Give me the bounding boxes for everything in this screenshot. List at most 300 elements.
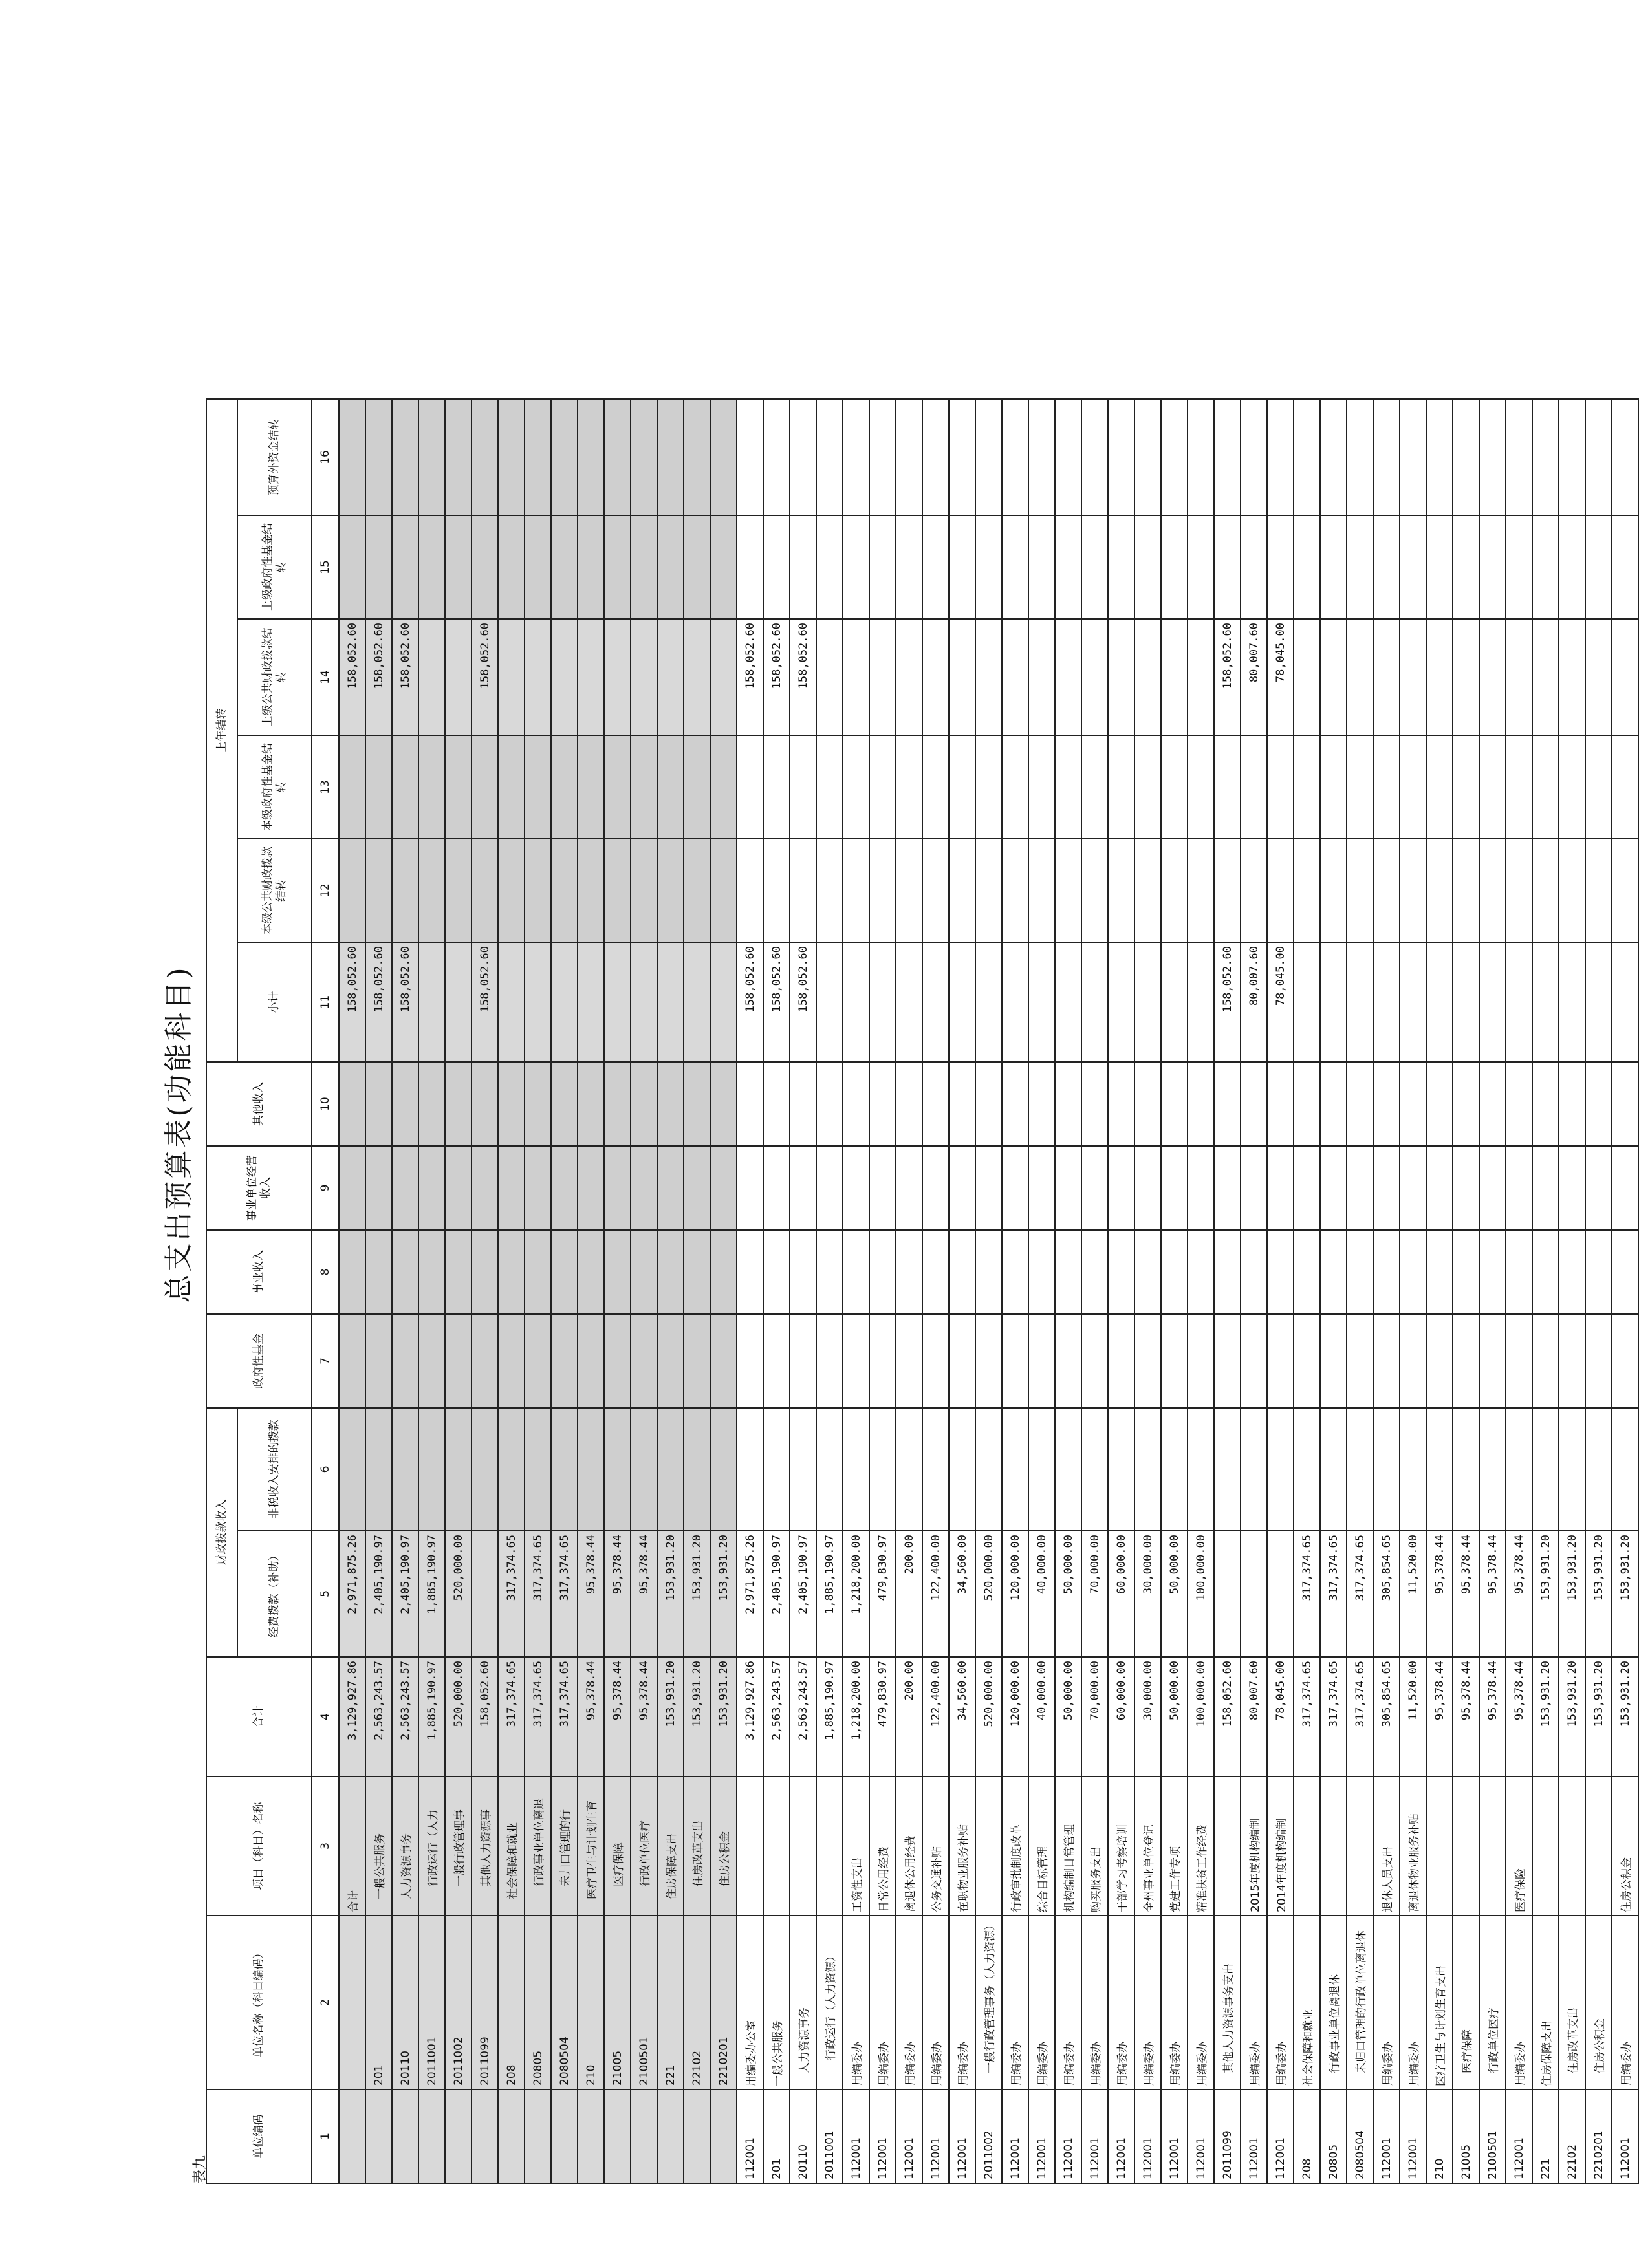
cell-carry-own-fund [922,735,949,839]
cell-carry-upper-fiscal [922,619,949,735]
cell-carry-upper-fund [1453,515,1479,619]
cell-operating-income [1347,1146,1373,1230]
cell-carry-own-fiscal [684,839,710,942]
cell-unit-code: 112001 [1028,2090,1055,2183]
cell-total: 1,885,190.97 [816,1657,843,1777]
cell-fiscal-grant [1241,1531,1267,1657]
cell-fiscal-grant: 122,400.00 [922,1531,949,1657]
cell-carry-own-fiscal [949,839,975,942]
cell-fiscal-grant: 50,000.00 [1161,1531,1188,1657]
cell-unit-code: 2100501 [1479,2090,1506,2183]
cell-carry-own-fiscal [1055,839,1081,942]
cell-other-income [1081,1062,1108,1146]
cell-non-tax [1134,1408,1161,1531]
cell-carry-own-fiscal [1559,839,1585,942]
cell-total: 40,000.00 [1028,1657,1055,1777]
header-carry-upper-fiscal: 上级公共财政拨款结转 [237,619,312,735]
cell-item-name: 党建工作专项 [1161,1777,1188,1916]
cell-other-income [1453,1062,1479,1146]
cell-carry-upper-fund [1002,515,1028,619]
cell-fund [1426,1314,1453,1408]
cell-carry-own-fund [1188,735,1214,839]
cell-fund [1532,1314,1559,1408]
cell-carry-subtotal: 158,052.60 [339,942,365,1062]
cell-fiscal-grant: 305,854.65 [1373,1531,1400,1657]
cell-carry-subtotal [1373,942,1400,1062]
cell-carry-outside [445,399,472,515]
cell-fiscal-grant: 153,931.20 [710,1531,737,1657]
cell-fiscal-grant: 153,931.20 [684,1531,710,1657]
cell-carry-subtotal [1108,942,1134,1062]
table-row [1241,399,1267,2183]
table-row [949,399,975,2183]
cell-item-name [1214,1777,1241,1916]
cell-business-income [949,1230,975,1314]
cell-business-income [1108,1230,1134,1314]
cell-carry-own-fund [1108,735,1134,839]
cell-fund [392,1314,418,1408]
cell-unit-code: 20110 [790,2090,816,2183]
cell-carry-subtotal: 158,052.60 [737,942,763,1062]
cell-carry-subtotal [949,942,975,1062]
cell-business-income [1214,1230,1241,1314]
cell-item-name: 行政审批制度改革 [1002,1777,1028,1916]
cell-other-income [578,1062,604,1146]
cell-unit-code [578,2090,604,2183]
cell-business-income [710,1230,737,1314]
cell-business-income [657,1230,684,1314]
cell-carry-upper-fiscal [445,619,472,735]
header-carry-upper-fund: 上级政府性基金结转 [237,515,312,619]
cell-unit-name: 医疗卫生与计划生育支出 [1426,1916,1453,2090]
cell-item-name [1532,1777,1559,1916]
cell-total: 50,000.00 [1161,1657,1188,1777]
cell-other-income [763,1062,790,1146]
cell-non-tax [843,1408,869,1531]
cell-unit-name: 一般行政管理事务（人力资源） [975,1916,1002,2090]
cell-carry-own-fiscal [1400,839,1426,942]
table-row [790,399,816,2183]
cell-carry-upper-fiscal [1347,619,1373,735]
table-row [365,399,392,2183]
cell-other-income [1214,1062,1241,1146]
cell-carry-own-fiscal [1241,839,1267,942]
cell-unit-code: 112001 [949,2090,975,2183]
cell-unit-name: 未归口管理的行政单位离退休 [1347,1916,1373,2090]
table-row [1002,399,1028,2183]
cell-item-name [1453,1777,1479,1916]
cell-fiscal-grant: 60,000.00 [1108,1531,1134,1657]
cell-unit-code [418,2090,445,2183]
cell-unit-code [339,2090,365,2183]
cell-total: 100,000.00 [1188,1657,1214,1777]
cell-total: 153,931.20 [657,1657,684,1777]
cell-other-income [1506,1062,1532,1146]
cell-unit-code: 112001 [1612,2090,1638,2183]
cell-business-income [763,1230,790,1314]
header-fiscal-group: 财政拨款收入 [206,1408,237,1657]
cell-unit-code: 221 [1532,2090,1559,2183]
cell-fund [339,1314,365,1408]
cell-other-income [922,1062,949,1146]
cell-item-name: 精准扶贫工作经费 [1188,1777,1214,1916]
cell-operating-income [1161,1146,1188,1230]
cell-unit-name: 用编委办 [1612,1916,1638,2090]
cell-unit-code [365,2090,392,2183]
cell-other-income [1612,1062,1638,1146]
cell-item-name: 工资性支出 [843,1777,869,1916]
cell-carry-own-fund [1002,735,1028,839]
cell-business-income [843,1230,869,1314]
cell-other-income [684,1062,710,1146]
cell-business-income [922,1230,949,1314]
cell-unit-name: 用编委办 [1241,1916,1267,2090]
cell-total: 3,129,927.86 [737,1657,763,1777]
cell-carry-subtotal: 158,052.60 [365,942,392,1062]
cell-carry-outside [1055,399,1081,515]
table-row [1108,399,1134,2183]
cell-carry-own-fund [631,735,657,839]
cell-carry-upper-fund [1532,515,1559,619]
cell-unit-code: 112001 [1081,2090,1108,2183]
cell-non-tax [737,1408,763,1531]
cell-total: 50,000.00 [1055,1657,1081,1777]
cell-non-tax [949,1408,975,1531]
table-row [737,399,763,2183]
cell-fund [975,1314,1002,1408]
cell-item-name [1559,1777,1585,1916]
cell-fiscal-grant: 100,000.00 [1188,1531,1214,1657]
cell-business-income [525,1230,551,1314]
cell-carry-upper-fiscal: 158,052.60 [365,619,392,735]
cell-carry-own-fund [816,735,843,839]
cell-operating-income [392,1146,418,1230]
cell-unit-name: 住房改革支出 [1559,1916,1585,2090]
cell-carry-upper-fiscal [1506,619,1532,735]
cell-fiscal-grant: 317,374.65 [551,1531,578,1657]
cell-item-name [1320,1777,1347,1916]
cell-carry-upper-fund [1081,515,1108,619]
cell-fund [1241,1314,1267,1408]
cell-carry-outside [737,399,763,515]
cell-carry-own-fund [949,735,975,839]
cell-carry-outside [1267,399,1294,515]
cell-operating-income [1373,1146,1400,1230]
cell-business-income [1188,1230,1214,1314]
cell-total: 479,830.97 [869,1657,896,1777]
cell-business-income [1426,1230,1453,1314]
cell-unit-name: 用编委办 [922,1916,949,2090]
cell-carry-own-fund [1479,735,1506,839]
header-carry-own-fiscal: 本级公共财政拨款结转 [237,839,312,942]
column-number: 13 [312,735,339,839]
column-number: 1 [312,2090,339,2183]
table-row [1267,399,1294,2183]
cell-carry-own-fund [896,735,922,839]
cell-carry-own-fiscal [1612,839,1638,942]
cell-operating-income [418,1146,445,1230]
cell-non-tax [869,1408,896,1531]
cell-operating-income [525,1146,551,1230]
cell-business-income [869,1230,896,1314]
cell-fiscal-grant: 30,000.00 [1134,1531,1161,1657]
cell-carry-own-fund [418,735,445,839]
cell-total: 153,931.20 [710,1657,737,1777]
cell-fund [604,1314,631,1408]
cell-operating-income [1532,1146,1559,1230]
cell-total: 2,563,243.57 [392,1657,418,1777]
table-row [392,399,418,2183]
cell-carry-own-fiscal [843,839,869,942]
cell-unit-name: 2100501 [631,1916,657,2090]
cell-operating-income [684,1146,710,1230]
table-row [1559,399,1585,2183]
cell-operating-income [365,1146,392,1230]
cell-other-income [392,1062,418,1146]
cell-carry-own-fund [1134,735,1161,839]
cell-non-tax [1506,1408,1532,1531]
cell-carry-own-fund [1506,735,1532,839]
column-number: 12 [312,839,339,942]
cell-other-income [1559,1062,1585,1146]
cell-carry-own-fund [657,735,684,839]
cell-non-tax [1267,1408,1294,1531]
cell-other-income [551,1062,578,1146]
cell-operating-income [498,1146,525,1230]
table-row [1506,399,1532,2183]
cell-carry-outside [1479,399,1506,515]
cell-other-income [418,1062,445,1146]
cell-fund [1612,1314,1638,1408]
cell-unit-code: 208 [1294,2090,1320,2183]
cell-item-name: 2015年度机构编制 [1241,1777,1267,1916]
cell-carry-own-fund [975,735,1002,839]
cell-carry-subtotal [1426,942,1453,1062]
cell-fund [525,1314,551,1408]
cell-carry-own-fund [1294,735,1320,839]
cell-carry-own-fund [1320,735,1347,839]
table-row [1214,399,1241,2183]
cell-carry-outside [1028,399,1055,515]
cell-non-tax [975,1408,1002,1531]
cell-business-income [1267,1230,1294,1314]
cell-item-name: 一般公共服务 [365,1777,392,1916]
cell-carry-own-fund [763,735,790,839]
cell-carry-upper-fiscal [710,619,737,735]
table-row [1081,399,1108,2183]
table-row [1400,399,1426,2183]
table-row [1055,399,1081,2183]
cell-other-income [1426,1062,1453,1146]
cell-carry-own-fiscal [1161,839,1188,942]
cell-carry-upper-fiscal [1081,619,1108,735]
cell-carry-own-fund [1532,735,1559,839]
cell-carry-own-fiscal [1081,839,1108,942]
cell-carry-outside [392,399,418,515]
cell-operating-income [1267,1146,1294,1230]
cell-operating-income [869,1146,896,1230]
cell-other-income [790,1062,816,1146]
cell-total: 95,378.44 [604,1657,631,1777]
cell-other-income [1028,1062,1055,1146]
cell-fund [578,1314,604,1408]
header-carry-own-fund: 本级政府性基金结转 [237,735,312,839]
cell-carry-upper-fiscal [896,619,922,735]
cell-carry-upper-fiscal [578,619,604,735]
cell-carry-subtotal [1055,942,1081,1062]
cell-carry-own-fiscal [763,839,790,942]
cell-carry-subtotal [1161,942,1188,1062]
cell-business-income [896,1230,922,1314]
cell-carry-own-fiscal [1134,839,1161,942]
cell-carry-subtotal [525,942,551,1062]
cell-unit-code: 112001 [1241,2090,1267,2183]
cell-fund [1506,1314,1532,1408]
cell-carry-subtotal [922,942,949,1062]
cell-non-tax [1400,1408,1426,1531]
cell-carry-own-fund [1161,735,1188,839]
header-fund: 政府性基金 [206,1314,312,1408]
cell-non-tax [1479,1408,1506,1531]
cell-business-income [418,1230,445,1314]
cell-fiscal-grant: 2,405,190.97 [365,1531,392,1657]
cell-fiscal-grant: 317,374.65 [498,1531,525,1657]
cell-total: 158,052.60 [472,1657,498,1777]
cell-unit-name: 2011001 [418,1916,445,2090]
cell-non-tax [896,1408,922,1531]
cell-other-income [710,1062,737,1146]
cell-carry-subtotal [869,942,896,1062]
cell-other-income [472,1062,498,1146]
cell-carry-upper-fiscal: 78,045.00 [1267,619,1294,735]
cell-carry-outside [710,399,737,515]
cell-carry-upper-fund [1134,515,1161,619]
cell-item-name [1585,1777,1612,1916]
cell-carry-outside [1134,399,1161,515]
cell-carry-upper-fund [1347,515,1373,619]
cell-carry-outside [1188,399,1214,515]
cell-business-income [445,1230,472,1314]
cell-unit-name: 人力资源事务 [790,1916,816,2090]
cell-carry-upper-fiscal [1002,619,1028,735]
cell-fiscal-grant: 1,885,190.97 [816,1531,843,1657]
cell-carry-upper-fund [498,515,525,619]
cell-unit-code: 2011099 [1214,2090,1241,2183]
cell-item-name: 日常公用经费 [869,1777,896,1916]
cell-fiscal-grant: 95,378.44 [1479,1531,1506,1657]
cell-unit-name: 用编委办 [1134,1916,1161,2090]
cell-carry-own-fiscal [418,839,445,942]
cell-item-name [737,1777,763,1916]
cell-total: 11,520.00 [1400,1657,1426,1777]
table-row [1294,399,1320,2183]
cell-other-income [737,1062,763,1146]
cell-carry-own-fiscal [1108,839,1134,942]
cell-business-income [472,1230,498,1314]
cell-carry-own-fiscal [1506,839,1532,942]
cell-carry-outside [975,399,1002,515]
cell-unit-name: 2210201 [710,1916,737,2090]
cell-unit-name: 其他人力资源事务支出 [1214,1916,1241,2090]
cell-carry-own-fiscal [922,839,949,942]
cell-item-name: 住房保障支出 [657,1777,684,1916]
cell-carry-upper-fund [1028,515,1055,619]
cell-fund [790,1314,816,1408]
cell-operating-income [1055,1146,1081,1230]
cell-operating-income [922,1146,949,1230]
cell-carry-own-fund [392,735,418,839]
cell-carry-upper-fund [1294,515,1320,619]
cell-fiscal-grant: 2,405,190.97 [790,1531,816,1657]
cell-total: 95,378.44 [1506,1657,1532,1777]
cell-carry-outside [1108,399,1134,515]
table-row [1028,399,1055,2183]
cell-carry-upper-fund [869,515,896,619]
cell-fund [472,1314,498,1408]
cell-carry-own-fund [339,735,365,839]
cell-non-tax [1055,1408,1081,1531]
cell-unit-code: 112001 [869,2090,896,2183]
cell-carry-subtotal [1453,942,1479,1062]
cell-business-income [1559,1230,1585,1314]
cell-non-tax [1108,1408,1134,1531]
cell-carry-own-fiscal [1426,839,1453,942]
cell-carry-upper-fund [631,515,657,619]
cell-business-income [790,1230,816,1314]
cell-unit-code: 112001 [1188,2090,1214,2183]
cell-operating-income [1214,1146,1241,1230]
column-number: 16 [312,399,339,515]
cell-unit-code [392,2090,418,2183]
cell-other-income [604,1062,631,1146]
cell-carry-subtotal: 158,052.60 [472,942,498,1062]
cell-carry-upper-fund [578,515,604,619]
cell-unit-name: 22102 [684,1916,710,2090]
cell-unit-name: 201 [365,1916,392,2090]
cell-carry-outside [684,399,710,515]
cell-non-tax [631,1408,657,1531]
cell-carry-own-fiscal [975,839,1002,942]
cell-total: 34,560.00 [949,1657,975,1777]
cell-carry-upper-fund [1108,515,1134,619]
cell-carry-outside [365,399,392,515]
cell-item-name: 购买服务支出 [1081,1777,1108,1916]
cell-unit-name: 住房保障支出 [1532,1916,1559,2090]
cell-unit-code: 20805 [1320,2090,1347,2183]
cell-carry-own-fiscal [604,839,631,942]
cell-carry-own-fund [1347,735,1373,839]
cell-carry-outside [1294,399,1320,515]
cell-unit-name: 用编委办 [1108,1916,1134,2090]
cell-unit-code: 210 [1426,2090,1453,2183]
header-carry-subtotal: 小计 [237,942,312,1062]
cell-carry-upper-fiscal [657,619,684,735]
cell-non-tax [339,1408,365,1531]
cell-carry-subtotal [418,942,445,1062]
table-row [578,399,604,2183]
cell-unit-code: 112001 [1055,2090,1081,2183]
cell-other-income [1267,1062,1294,1146]
cell-carry-upper-fiscal: 158,052.60 [763,619,790,735]
cell-carry-own-fund [365,735,392,839]
cell-non-tax [1532,1408,1559,1531]
cell-total: 2,563,243.57 [790,1657,816,1777]
cell-carry-subtotal [1612,942,1638,1062]
cell-carry-outside [843,399,869,515]
header-unit-name: 单位名称（科目编码） [206,1916,312,2090]
cell-carry-own-fund [869,735,896,839]
cell-carry-upper-fiscal [1055,619,1081,735]
